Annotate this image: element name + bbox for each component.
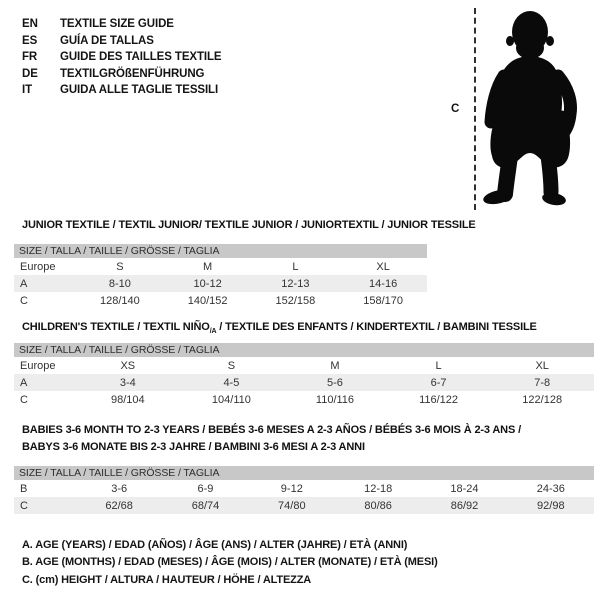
table-cell: L xyxy=(292,260,299,273)
table-cell: S xyxy=(116,260,124,273)
children-size-header-bar: SIZE / TALLA / TAILLE / GRÖSSE / TAGLIA xyxy=(14,343,594,357)
note-a: A. AGE (YEARS) / EDAD (AÑOS) / ÂGE (ANS) / ALTER (JAHRE) / ETÀ (ANNI) xyxy=(22,539,408,551)
babies-section-title xyxy=(22,422,521,456)
table-cell: 6-9 xyxy=(197,482,214,495)
row-label: C xyxy=(20,294,28,307)
table-cell: XS xyxy=(120,359,136,372)
table-cell: 62/68 xyxy=(105,499,133,512)
lang-row-en xyxy=(22,16,222,33)
table-cell: 8-10 xyxy=(108,277,131,290)
table-cell: 24-36 xyxy=(536,482,565,495)
row-label: C xyxy=(20,393,28,406)
lang-code: IT xyxy=(22,84,33,96)
table-cell: 152/158 xyxy=(275,294,316,307)
table-cell: XL xyxy=(376,260,390,273)
row-label: C xyxy=(20,499,28,512)
table-cell: 140/152 xyxy=(187,294,228,307)
baby-silhouette-icon xyxy=(480,8,580,210)
lang-title: GUÍA DE TALLAS xyxy=(60,34,154,47)
table-cell: M xyxy=(203,260,213,273)
lang-title: TEXTILE SIZE GUIDE xyxy=(60,18,174,30)
table-cell: 9-12 xyxy=(280,482,303,495)
table-cell: 68/74 xyxy=(191,499,220,512)
table-cell: 158/170 xyxy=(363,294,403,307)
children-title-sub: /A xyxy=(209,328,217,336)
row-label: A xyxy=(20,277,28,290)
note-c: C. (cm) HEIGHT / ALTURA / HAUTEUR / HÖHE / ALTEZZA xyxy=(22,573,312,586)
babies-title-line1: BABIES 3-6 MONTH TO 2-3 YEARS / BEBÉS 3-6 MESES A 2-3 AÑOS / BÉBÉS 3-6 MOIS À 2-3 ANS / xyxy=(22,424,521,436)
row-label: A xyxy=(20,376,28,389)
table-cell: 104/110 xyxy=(211,393,251,406)
lang-code: ES xyxy=(22,34,38,47)
table-row xyxy=(14,497,594,514)
language-title-list xyxy=(22,16,222,99)
note-b: B. AGE (MONTHS) / EDAD (MESES) / ÂGE (MOIS) / ALTER (MONATE) / ETÀ (MESI) xyxy=(22,556,438,569)
table-row xyxy=(14,258,427,275)
table-cell: S xyxy=(227,359,236,372)
table-cell: 12-18 xyxy=(364,482,393,495)
legend-notes xyxy=(22,537,438,589)
table-cell: XL xyxy=(535,359,549,372)
lang-row-it xyxy=(22,82,222,99)
table-cell: 5-6 xyxy=(327,376,343,389)
lang-row-de xyxy=(22,66,222,83)
table-cell: 3-6 xyxy=(111,482,128,495)
lang-title: GUIDE DES TAILLES TEXTILE xyxy=(60,51,222,63)
lang-code: EN xyxy=(22,18,38,30)
table-cell: 14-16 xyxy=(369,277,398,290)
table-cell: 3-4 xyxy=(119,376,136,389)
table-cell: 12-13 xyxy=(281,277,310,290)
babies-size-header-bar: SIZE / TALLA / TAILLE / GRÖSSE / TAGLIA xyxy=(14,466,594,480)
lang-title: GUIDA ALLE TAGLIE TESSILI xyxy=(60,84,219,96)
table-cell: 128/140 xyxy=(99,294,140,307)
children-title-pre: CHILDREN'S TEXTILE / TEXTIL NIÑO xyxy=(22,321,210,333)
babies-title-line2: BABYS 3-6 MONATE BIS 2-3 JAHRE / BAMBINI 3-6 MESI A 2-3 ANNI xyxy=(22,441,365,453)
height-measure-label: C xyxy=(451,103,460,115)
table-row xyxy=(14,374,594,391)
table-cell: L xyxy=(435,359,442,372)
table-cell: 98/104 xyxy=(110,393,145,406)
table-cell: 92/98 xyxy=(537,499,565,512)
table-cell: 86/92 xyxy=(450,499,479,512)
children-size-table xyxy=(14,357,594,408)
junior-section-title: JUNIOR TEXTILE / TEXTIL JUNIOR/ TEXTILE JUNIOR / JUNIORTEXTIL / JUNIOR TESSILE xyxy=(22,219,476,231)
children-section-title xyxy=(22,321,537,335)
table-cell: 18-24 xyxy=(450,482,479,495)
table-cell: 80/86 xyxy=(364,499,392,512)
junior-size-header-bar: SIZE / TALLA / TAILLE / GRÖSSE / TAGLIA xyxy=(14,244,427,258)
junior-size-table xyxy=(14,258,427,309)
table-row xyxy=(14,357,594,374)
table-row xyxy=(14,391,594,408)
babies-size-table xyxy=(14,480,594,514)
row-label: Europe xyxy=(20,260,56,273)
lang-row-fr xyxy=(22,49,222,66)
table-cell: 116/122 xyxy=(419,393,459,406)
table-cell: 110/116 xyxy=(315,393,355,406)
row-label: Europe xyxy=(20,359,56,372)
table-cell: 122/128 xyxy=(522,393,563,406)
table-cell: 7-8 xyxy=(534,376,551,389)
table-cell: M xyxy=(330,359,340,372)
lang-title: TEXTILGRÖßENFÜHRUNG xyxy=(60,67,205,80)
table-row xyxy=(14,292,427,309)
children-title-post: / TEXTILE DES ENFANTS / KINDERTEXTIL / BAMBINI TESSILE xyxy=(216,321,537,333)
table-cell: 6-7 xyxy=(430,376,447,389)
table-cell: 4-5 xyxy=(223,376,240,389)
table-cell: 10-12 xyxy=(193,277,222,290)
table-cell: 74/80 xyxy=(278,499,306,512)
lang-code: DE xyxy=(22,67,38,80)
table-row xyxy=(14,480,594,497)
lang-row-es xyxy=(22,33,222,50)
table-row xyxy=(14,275,427,292)
row-label: B xyxy=(20,482,28,495)
height-dashed-line xyxy=(474,8,476,210)
lang-code: FR xyxy=(22,51,38,63)
